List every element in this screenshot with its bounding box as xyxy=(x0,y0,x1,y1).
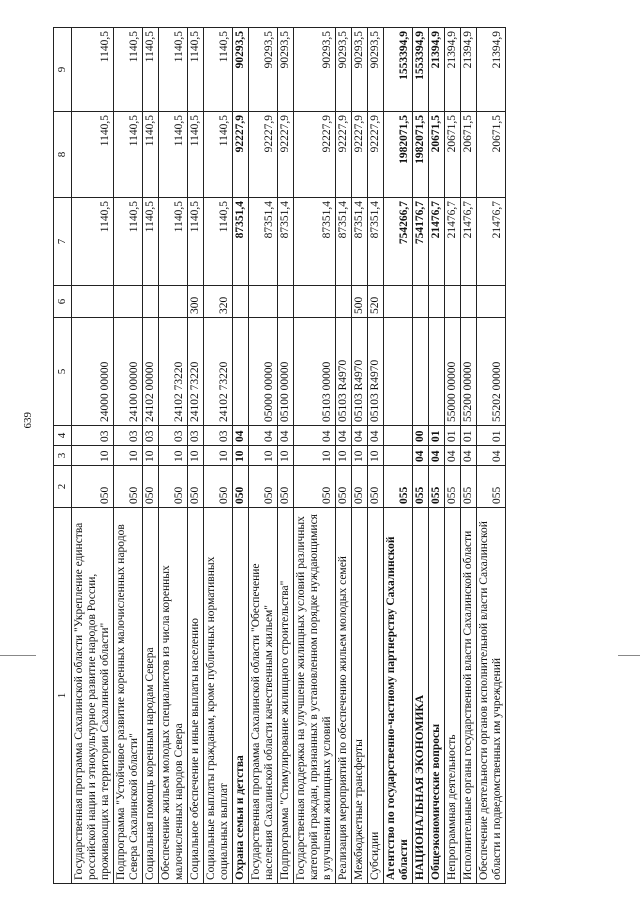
table-row xyxy=(278,28,294,884)
column-number: 6 xyxy=(54,286,72,318)
expense-type: 520 xyxy=(368,286,384,318)
amount-col9: 21394,9 xyxy=(429,28,445,112)
table-body xyxy=(72,28,506,884)
row-name: Социальные выплаты гражданам, кроме публичных нормативных социальных выплат xyxy=(204,508,233,884)
ministry-code: 050 xyxy=(114,466,143,508)
subsection-code: 01 xyxy=(461,426,477,446)
amount-col7: 1140,5 xyxy=(204,198,233,286)
amount-col9: 1140,5 xyxy=(72,28,114,112)
row-name: Межбюджетные трансферты xyxy=(352,508,368,884)
subsection-code: 01 xyxy=(429,426,445,446)
ministry-code: 050 xyxy=(278,466,294,508)
amount-col7: 1140,5 xyxy=(159,198,188,286)
row-name: Социальная помощь коренным народам Севера xyxy=(143,508,159,884)
table-row xyxy=(461,28,477,884)
table-row xyxy=(352,28,368,884)
expense-type xyxy=(336,286,352,318)
amount-col9: 90293,5 xyxy=(294,28,336,112)
amount-col8: 92227,9 xyxy=(294,112,336,198)
amount-col9: 1140,5 xyxy=(159,28,188,112)
amount-col9: 1553394,9 xyxy=(384,28,413,112)
table-row xyxy=(336,28,352,884)
row-name: Реализация мероприятий по обеспечению жильем молодых семей xyxy=(336,508,352,884)
amount-col9: 90293,5 xyxy=(278,28,294,112)
target-article: 55000 00000 xyxy=(445,318,461,426)
target-article: 05103 R4970 xyxy=(368,318,384,426)
target-article: 05103 R4970 xyxy=(336,318,352,426)
expense-type xyxy=(413,286,429,318)
target-article: 05000 00000 xyxy=(249,318,278,426)
ministry-code: 050 xyxy=(204,466,233,508)
amount-col9: 90293,5 xyxy=(249,28,278,112)
ministry-code: 050 xyxy=(159,466,188,508)
page-number: 639 xyxy=(22,412,34,429)
ministry-code: 050 xyxy=(72,466,114,508)
target-article xyxy=(233,318,249,426)
target-article: 05100 00000 xyxy=(278,318,294,426)
amount-col8: 1140,5 xyxy=(72,112,114,198)
row-name: Агентство по государственно-частному партнерству Сахалинской области xyxy=(384,508,413,884)
amount-col8: 92227,9 xyxy=(368,112,384,198)
target-article: 24102 73220 xyxy=(159,318,188,426)
row-name: Непрограммная деятельность xyxy=(445,508,461,884)
target-article: 05103 R4970 xyxy=(352,318,368,426)
section-code xyxy=(384,446,413,466)
row-name: Общеэкономические вопросы xyxy=(429,508,445,884)
expense-type xyxy=(114,286,143,318)
subsection-code: 04 xyxy=(233,426,249,446)
expense-type xyxy=(72,286,114,318)
ministry-code: 050 xyxy=(368,466,384,508)
expense-type: 300 xyxy=(188,286,204,318)
amount-col9: 90293,5 xyxy=(336,28,352,112)
amount-col8: 92227,9 xyxy=(352,112,368,198)
row-name: Подпрограмма "Стимулирование жилищного строительства" xyxy=(278,508,294,884)
ministry-code: 050 xyxy=(233,466,249,508)
section-code: 10 xyxy=(159,446,188,466)
ministry-code: 055 xyxy=(461,466,477,508)
row-name: Обеспечение деятельности органов исполнительной власти Сахалинской области и подведомственных им учреждений xyxy=(477,508,506,884)
subsection-code: 01 xyxy=(477,426,506,446)
ministry-code: 055 xyxy=(413,466,429,508)
table-row xyxy=(445,28,461,884)
row-name: Охрана семьи и детства xyxy=(233,508,249,884)
section-code: 10 xyxy=(188,446,204,466)
amount-col8: 20671,5 xyxy=(445,112,461,198)
section-code: 10 xyxy=(72,446,114,466)
table-row xyxy=(188,28,204,884)
row-name: Субсидии xyxy=(368,508,384,884)
target-article: 24102 73220 xyxy=(188,318,204,426)
row-name: Обеспечение жильем молодых специалистов из числа коренных малочисленных народов Севера xyxy=(159,508,188,884)
ministry-code: 050 xyxy=(249,466,278,508)
amount-col8: 1140,5 xyxy=(143,112,159,198)
amount-col8: 20671,5 xyxy=(477,112,506,198)
amount-col8: 92227,9 xyxy=(249,112,278,198)
expense-type xyxy=(461,286,477,318)
expense-type: 320 xyxy=(204,286,233,318)
ministry-code: 050 xyxy=(336,466,352,508)
table-row xyxy=(368,28,384,884)
amount-col7: 21476,7 xyxy=(461,198,477,286)
amount-col8: 92227,9 xyxy=(233,112,249,198)
amount-col7: 87351,4 xyxy=(249,198,278,286)
amount-col8: 1140,5 xyxy=(159,112,188,198)
budget-table xyxy=(53,27,506,884)
row-name: Подпрограмма "Устойчивое развитие коренных малочисленных народов Севера Сахалинской области" xyxy=(114,508,143,884)
section-code: 10 xyxy=(143,446,159,466)
amount-col7: 754266,7 xyxy=(384,198,413,286)
amount-col7: 21476,7 xyxy=(477,198,506,286)
expense-type xyxy=(278,286,294,318)
section-code: 10 xyxy=(368,446,384,466)
expense-type xyxy=(445,286,461,318)
subsection-code: 01 xyxy=(445,426,461,446)
expense-type xyxy=(477,286,506,318)
expense-type: 500 xyxy=(352,286,368,318)
subsection-code: 04 xyxy=(336,426,352,446)
subsection-code: 03 xyxy=(188,426,204,446)
amount-col7: 1140,5 xyxy=(188,198,204,286)
column-number: 5 xyxy=(54,318,72,426)
target-article: 05103 00000 xyxy=(294,318,336,426)
table-row xyxy=(159,28,188,884)
column-number: 9 xyxy=(54,28,72,112)
amount-col9: 21394,9 xyxy=(477,28,506,112)
row-name: НАЦИОНАЛЬНАЯ ЭКОНОМИКА xyxy=(413,508,429,884)
section-code: 10 xyxy=(233,446,249,466)
amount-col8: 92227,9 xyxy=(278,112,294,198)
section-code: 04 xyxy=(461,446,477,466)
table-row xyxy=(114,28,143,884)
amount-col7: 21476,7 xyxy=(445,198,461,286)
row-name: Государственная поддержка на улучшение жилищных условий различных категорий граждан, признанных в установленном порядке нуждающимися в улучшении жилищных условий xyxy=(294,508,336,884)
amount-col7: 1140,5 xyxy=(114,198,143,286)
table-row xyxy=(384,28,413,884)
target-article: 24102 73220 xyxy=(204,318,233,426)
target-article: 55202 00000 xyxy=(477,318,506,426)
subsection-code: 04 xyxy=(294,426,336,446)
section-code: 10 xyxy=(352,446,368,466)
subsection-code: 03 xyxy=(143,426,159,446)
table-row xyxy=(413,28,429,884)
target-article xyxy=(384,318,413,426)
expense-type xyxy=(159,286,188,318)
rotated-page xyxy=(8,10,632,894)
table-row xyxy=(429,28,445,884)
section-code: 04 xyxy=(445,446,461,466)
table-row xyxy=(72,28,114,884)
column-number: 8 xyxy=(54,112,72,198)
amount-col7: 87351,4 xyxy=(368,198,384,286)
amount-col9: 90293,5 xyxy=(368,28,384,112)
amount-col7: 1140,5 xyxy=(72,198,114,286)
ministry-code: 055 xyxy=(477,466,506,508)
ministry-code: 050 xyxy=(352,466,368,508)
row-name: Государственная программа Сахалинской области "Обеспечение населения Сахалинской области качественным жильем" xyxy=(249,508,278,884)
amount-col7: 87351,4 xyxy=(336,198,352,286)
amount-col7: 87351,4 xyxy=(294,198,336,286)
row-name: Исполнительные органы государственной власти Сахалинской области xyxy=(461,508,477,884)
target-article xyxy=(429,318,445,426)
amount-col7: 87351,4 xyxy=(352,198,368,286)
table-row xyxy=(204,28,233,884)
amount-col9: 90293,5 xyxy=(233,28,249,112)
column-number: 7 xyxy=(54,198,72,286)
amount-col9: 90293,5 xyxy=(352,28,368,112)
document-sheet xyxy=(8,10,632,894)
column-number: 4 xyxy=(54,426,72,446)
subsection-code: 00 xyxy=(413,426,429,446)
ministry-code: 055 xyxy=(384,466,413,508)
ministry-code: 050 xyxy=(294,466,336,508)
amount-col9: 21394,9 xyxy=(461,28,477,112)
column-number: 1 xyxy=(54,508,72,884)
target-article: 55200 00000 xyxy=(461,318,477,426)
amount-col7: 1140,5 xyxy=(143,198,159,286)
target-article: 24000 00000 xyxy=(72,318,114,426)
expense-type xyxy=(233,286,249,318)
amount-col8: 1982071,5 xyxy=(413,112,429,198)
amount-col8: 20671,5 xyxy=(429,112,445,198)
target-article: 24102 00000 xyxy=(143,318,159,426)
amount-col8: 1140,5 xyxy=(188,112,204,198)
subsection-code: 04 xyxy=(249,426,278,446)
column-number-row xyxy=(54,28,72,884)
section-code: 04 xyxy=(413,446,429,466)
table-row xyxy=(143,28,159,884)
amount-col7: 87351,4 xyxy=(233,198,249,286)
ministry-code: 050 xyxy=(143,466,159,508)
amount-col9: 1140,5 xyxy=(114,28,143,112)
amount-col7: 87351,4 xyxy=(278,198,294,286)
subsection-code: 03 xyxy=(72,426,114,446)
amount-col9: 1140,5 xyxy=(143,28,159,112)
section-code: 10 xyxy=(294,446,336,466)
amount-col8: 1982071,5 xyxy=(384,112,413,198)
expense-type xyxy=(384,286,413,318)
amount-col8: 1140,5 xyxy=(204,112,233,198)
amount-col8: 20671,5 xyxy=(461,112,477,198)
expense-type xyxy=(249,286,278,318)
subsection-code: 04 xyxy=(278,426,294,446)
amount-col9: 1553394,9 xyxy=(413,28,429,112)
expense-type xyxy=(294,286,336,318)
section-code: 10 xyxy=(114,446,143,466)
amount-col9: 21394,9 xyxy=(445,28,461,112)
subsection-code: 03 xyxy=(159,426,188,446)
table-row xyxy=(294,28,336,884)
ministry-code: 055 xyxy=(445,466,461,508)
section-code: 10 xyxy=(204,446,233,466)
amount-col7: 21476,7 xyxy=(429,198,445,286)
section-code: 10 xyxy=(278,446,294,466)
amount-col9: 1140,5 xyxy=(204,28,233,112)
amount-col8: 1140,5 xyxy=(114,112,143,198)
section-code: 04 xyxy=(477,446,506,466)
column-number: 2 xyxy=(54,466,72,508)
table-row xyxy=(477,28,506,884)
subsection-code xyxy=(384,426,413,446)
table-row xyxy=(249,28,278,884)
section-code: 10 xyxy=(336,446,352,466)
amount-col7: 754176,7 xyxy=(413,198,429,286)
subsection-code: 04 xyxy=(368,426,384,446)
row-name: Социальное обеспечение и иные выплаты населению xyxy=(188,508,204,884)
expense-type xyxy=(143,286,159,318)
ministry-code: 050 xyxy=(188,466,204,508)
target-article: 24100 00000 xyxy=(114,318,143,426)
column-number: 3 xyxy=(54,446,72,466)
table-row xyxy=(233,28,249,884)
expense-type xyxy=(429,286,445,318)
subsection-code: 03 xyxy=(204,426,233,446)
row-name: Государственная программа Сахалинской области "Укрепление единства российской нации и этнокультурное развитие народов России, проживающих на территории Сахалинской области" xyxy=(72,508,114,884)
subsection-code: 04 xyxy=(352,426,368,446)
amount-col8: 92227,9 xyxy=(336,112,352,198)
ministry-code: 055 xyxy=(429,466,445,508)
target-article xyxy=(413,318,429,426)
section-code: 04 xyxy=(429,446,445,466)
amount-col9: 1140,5 xyxy=(188,28,204,112)
section-code: 10 xyxy=(249,446,278,466)
subsection-code: 03 xyxy=(114,426,143,446)
